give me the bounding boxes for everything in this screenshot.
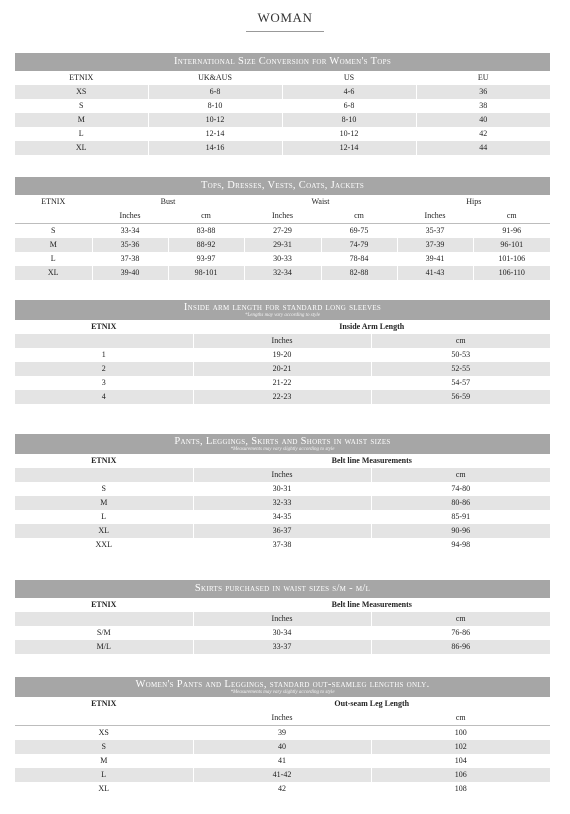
table-row (15, 252, 550, 266)
value-cell: 12-14 (148, 127, 282, 141)
unit-header: cm (168, 209, 244, 224)
value-cell: 14-16 (148, 141, 282, 155)
value-cell: 41-42 (193, 768, 371, 782)
outseam-note: *Measurements may vary slightly according to style (230, 690, 335, 695)
unit-header: Inches (92, 209, 168, 224)
unit-header (15, 209, 92, 224)
value-cell: 40 (193, 740, 371, 754)
outseam-title-text: Women's Pants and Leggings, standard out-seamleg lengths only. (135, 679, 430, 690)
table-row (15, 496, 550, 510)
value-cell: 27-29 (244, 224, 321, 239)
table-row (15, 726, 550, 741)
column-header: EU (416, 71, 550, 85)
size-cell: 4 (15, 390, 193, 404)
value-cell: 88-92 (168, 238, 244, 252)
value-cell: 38 (416, 99, 550, 113)
table-row (15, 538, 550, 552)
value-cell: 74-80 (371, 482, 550, 496)
value-cell: 29-31 (244, 238, 321, 252)
value-cell: 32-33 (193, 496, 371, 510)
value-cell: 8-10 (148, 99, 282, 113)
table-row (15, 99, 550, 113)
table-row (15, 740, 550, 754)
unit-header: Inches (193, 711, 371, 726)
value-cell: 30-31 (193, 482, 371, 496)
size-cell: XS (15, 85, 148, 99)
unit-header (15, 711, 193, 726)
size-cell: XL (15, 141, 148, 155)
value-cell: 74-79 (321, 238, 397, 252)
size-cell: XL (15, 524, 193, 538)
table-row (15, 113, 550, 127)
unit-header: cm (473, 209, 550, 224)
unit-header: cm (371, 612, 550, 626)
table-row (15, 85, 550, 99)
value-cell: 4-6 (282, 85, 416, 99)
unit-header: cm (371, 334, 550, 348)
pants-waist-title (15, 434, 550, 454)
value-cell: 94-98 (371, 538, 550, 552)
table-row (15, 127, 550, 141)
size-cell: L (15, 768, 193, 782)
size-cell: 3 (15, 376, 193, 390)
value-cell: 76-86 (371, 626, 550, 640)
value-cell: 90-96 (371, 524, 550, 538)
value-cell: 35-37 (397, 224, 473, 239)
skirts-sizes-table (15, 580, 550, 654)
value-cell: 37-38 (193, 538, 371, 552)
value-cell: 10-12 (148, 113, 282, 127)
value-cell: 41-43 (397, 266, 473, 280)
size-cell: L (15, 127, 148, 141)
column-header: ETNIX (15, 320, 193, 334)
value-cell: 101-106 (473, 252, 550, 266)
table-row (15, 390, 550, 404)
column-header-measurement: Belt line Measurements (193, 598, 550, 612)
unit-header: Inches (193, 468, 371, 482)
value-cell: 104 (371, 754, 550, 768)
value-cell: 40 (416, 113, 550, 127)
value-cell: 22-23 (193, 390, 371, 404)
value-cell: 35-36 (92, 238, 168, 252)
value-cell: 32-34 (244, 266, 321, 280)
unit-header: Inches (193, 612, 371, 626)
column-group-waist: Waist (244, 195, 397, 209)
value-cell: 106 (371, 768, 550, 782)
value-cell: 98-101 (168, 266, 244, 280)
column-header: US (282, 71, 416, 85)
value-cell: 20-21 (193, 362, 371, 376)
size-cell: M (15, 496, 193, 510)
value-cell: 19-20 (193, 348, 371, 362)
table-row (15, 754, 550, 768)
column-header-measurement: Belt line Measurements (193, 454, 550, 468)
value-cell: 42 (193, 782, 371, 796)
size-cell: M/L (15, 640, 193, 654)
arm-length-note: *Lengths may vary according to style (245, 313, 320, 318)
size-cell: S (15, 482, 193, 496)
table-row (15, 524, 550, 538)
value-cell: 33-34 (92, 224, 168, 239)
value-cell: 36 (416, 85, 550, 99)
size-cell: S (15, 99, 148, 113)
size-cell: M (15, 238, 92, 252)
value-cell: 69-75 (321, 224, 397, 239)
table-row (15, 348, 550, 362)
outseam-title (15, 677, 550, 697)
value-cell: 37-39 (397, 238, 473, 252)
value-cell: 6-8 (148, 85, 282, 99)
unit-header: Inches (397, 209, 473, 224)
arm-length-table (15, 300, 550, 404)
tops-conversion-table (15, 53, 550, 155)
value-cell: 30-33 (244, 252, 321, 266)
column-header-measurement: Inside Arm Length (193, 320, 550, 334)
value-cell: 42 (416, 127, 550, 141)
pants-waist-note: *Measurements may vary slightly according to style (230, 447, 335, 452)
unit-header (15, 334, 193, 348)
unit-header (15, 468, 193, 482)
tops-measurements-table (15, 177, 550, 280)
unit-header (15, 612, 193, 626)
tops-measurements-title: Tops, Dresses, Vests, Coats, Jackets (15, 177, 550, 195)
unit-header: cm (321, 209, 397, 224)
value-cell: 21-22 (193, 376, 371, 390)
value-cell: 36-37 (193, 524, 371, 538)
value-cell: 91-96 (473, 224, 550, 239)
table-row (15, 224, 550, 239)
table-row (15, 640, 550, 654)
value-cell: 8-10 (282, 113, 416, 127)
table-row (15, 238, 550, 252)
column-header: ETNIX (15, 697, 193, 711)
table-row (15, 362, 550, 376)
column-header: ETNIX (15, 454, 193, 468)
value-cell: 30-34 (193, 626, 371, 640)
value-cell: 80-86 (371, 496, 550, 510)
pants-waist-title-text: Pants, Leggings, Skirts and Shorts in waist sizes (174, 436, 391, 447)
value-cell: 54-57 (371, 376, 550, 390)
value-cell: 106-110 (473, 266, 550, 280)
table-row (15, 266, 550, 280)
outseam-table (15, 677, 550, 796)
column-header: ETNIX (15, 71, 148, 85)
value-cell: 50-53 (371, 348, 550, 362)
value-cell: 100 (371, 726, 550, 741)
table-row (15, 510, 550, 524)
value-cell: 102 (371, 740, 550, 754)
value-cell: 83-88 (168, 224, 244, 239)
table-row (15, 782, 550, 796)
table-row (15, 626, 550, 640)
table-row (15, 376, 550, 390)
column-header: ETNIX (15, 598, 193, 612)
column-header-measurement: Out-seam Leg Length (193, 697, 550, 711)
value-cell: 34-35 (193, 510, 371, 524)
page-title: WOMAN (257, 10, 313, 25)
value-cell: 85-91 (371, 510, 550, 524)
size-cell: XS (15, 726, 193, 741)
value-cell: 12-14 (282, 141, 416, 155)
value-cell: 86-96 (371, 640, 550, 654)
arm-length-title-text: Inside arm length for standard long sleeves (183, 302, 382, 313)
tops-conversion-title: International Size Conversion for Women's Tops (15, 53, 550, 71)
size-cell: 2 (15, 362, 193, 376)
pants-waist-table (15, 434, 550, 552)
unit-header: Inches (244, 209, 321, 224)
skirts-sizes-title: Skirts purchased in waist sizes s/m - m/l (15, 580, 550, 598)
size-cell: XXL (15, 538, 193, 552)
unit-header: cm (371, 711, 550, 726)
unit-header: cm (371, 468, 550, 482)
table-row (15, 768, 550, 782)
value-cell: 6-8 (282, 99, 416, 113)
value-cell: 37-38 (92, 252, 168, 266)
value-cell: 44 (416, 141, 550, 155)
arm-length-title (15, 300, 550, 320)
value-cell: 41 (193, 754, 371, 768)
value-cell: 93-97 (168, 252, 244, 266)
size-cell: L (15, 252, 92, 266)
size-cell: M (15, 113, 148, 127)
value-cell: 39-40 (92, 266, 168, 280)
size-cell: S (15, 224, 92, 239)
size-cell: XL (15, 266, 92, 280)
column-group-hips: Hips (397, 195, 550, 209)
table-row (15, 141, 550, 155)
value-cell: 10-12 (282, 127, 416, 141)
value-cell: 39-41 (397, 252, 473, 266)
column-header: UK&AUS (148, 71, 282, 85)
value-cell: 96-101 (473, 238, 550, 252)
value-cell: 108 (371, 782, 550, 796)
value-cell: 56-59 (371, 390, 550, 404)
unit-header: Inches (193, 334, 371, 348)
size-cell: XL (15, 782, 193, 796)
size-cell: M (15, 754, 193, 768)
size-cell: L (15, 510, 193, 524)
value-cell: 82-88 (321, 266, 397, 280)
value-cell: 52-55 (371, 362, 550, 376)
size-cell: 1 (15, 348, 193, 362)
value-cell: 78-84 (321, 252, 397, 266)
title-divider (246, 31, 324, 32)
column-group-bust: Bust (92, 195, 244, 209)
column-header: ETNIX (15, 195, 92, 209)
table-row (15, 482, 550, 496)
size-cell: S (15, 740, 193, 754)
value-cell: 39 (193, 726, 371, 741)
size-cell: S/M (15, 626, 193, 640)
value-cell: 33-37 (193, 640, 371, 654)
